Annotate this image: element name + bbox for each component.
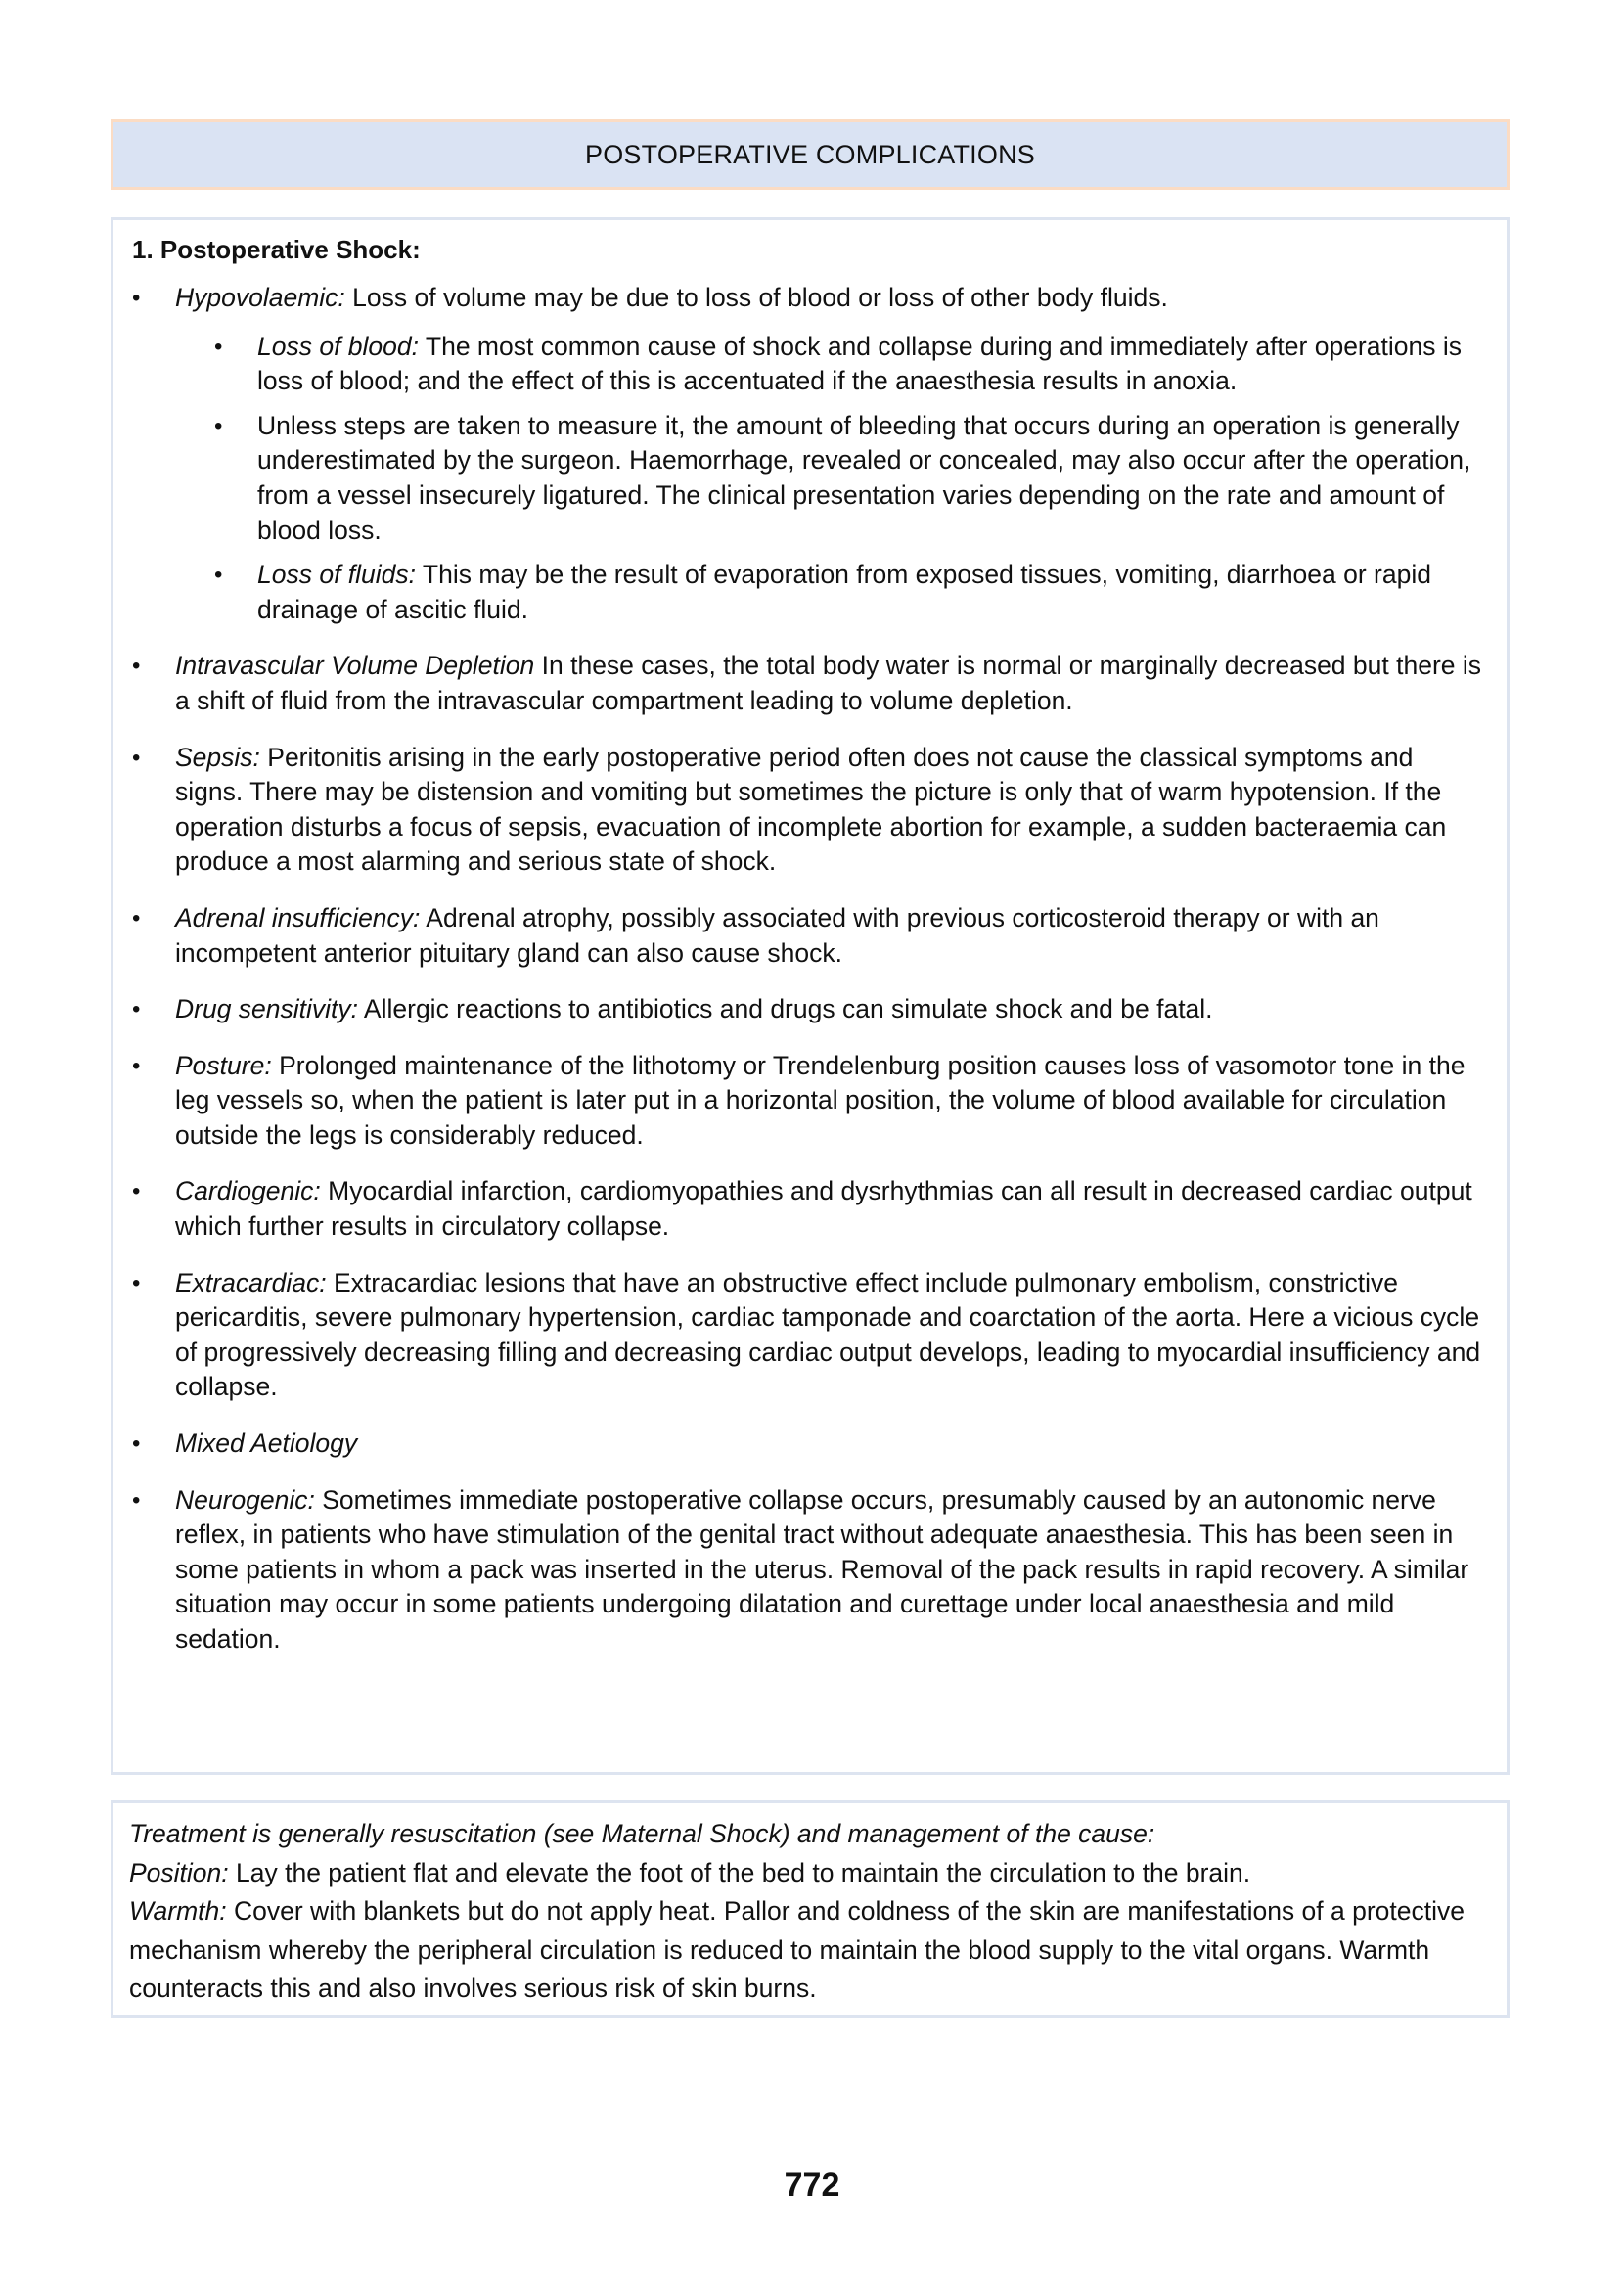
list-item [132,901,1485,971]
list-item-term: Extracardiac: [175,1267,327,1297]
treatment-box [111,1800,1510,2018]
page-title: POSTOPERATIVE COMPLICATIONS [585,139,1035,169]
list-item-text: Extracardiac lesions that have an obstructive effect include pulmonary embolism, constrictive pericarditis, severe pulmonary hypertension, cardiac tamponade and coarctation of the aorta. Here a vicious cycle of progressively decreasing filling and decreasing cardiac output develops, leading to myocardial insufficiency and collapse. [175,1267,1481,1402]
treatment-intro: Treatment is generally resuscitation (see Maternal Shock) and management of the cause: [129,1819,1155,1848]
list-item-term: Posture: [175,1050,272,1080]
list-item [132,1174,1485,1244]
sub-list-item-text: Unless steps are taken to measure it, the amount of bleeding that occurs during an operation is generally underestimated by the surgeon. Haemorrhage, revealed or concealed, may also occur after the operation, from a vessel insecurely ligatured. The clinical presentation varies depending on the rate and amount of blood loss. [257,410,1471,545]
list-item-term: Neurogenic: [175,1484,315,1515]
hypovolaemic-sublist [175,330,1485,628]
list-item-text: Peritonitis arising in the early postoperative period often does not cause the classical symptoms and signs. There may be distension and vomiting but sometimes the picture is only that of warm hypotension. If the operation disturbs a focus of sepsis, evacuation of incomplete abortion for example, a sudden bacteraemia can produce a most alarming and serious state of shock. [175,742,1447,877]
section-heading: 1. Postoperative Shock: [132,235,421,264]
list-item-term: Mixed Aetiology [175,1429,358,1459]
list-item-text: Loss of volume may be due to loss of blood or loss of other body fluids. [344,283,1168,312]
list-item-term: Sepsis: [175,742,260,772]
list-item-text: Prolonged maintenance of the lithotomy or Trendelenburg position causes loss of vasomotor tone in the leg vessels so, when the patient is later put in a horizontal position, the volume of blood available for circulation outside the legs is considerably reduced. [175,1050,1466,1150]
sub-list-item-text: This may be the result of evaporation from exposed tissues, vomiting, diarrhoea or rapid drainage of ascitic fluid. [257,560,1431,624]
list-item-text: Sometimes immediate postoperative collapse occurs, presumably caused by an autonomic nerve reflex, in patients who have stimulation of the genital tract without adequate anaesthesia. This has been seen in some patients in whom a pack was inserted in the uterus. Removal of the pack results in rapid recovery. A similar situation may occur in some patients undergoing dilatation and curettage under local anaesthesia and mild sedation. [175,1484,1469,1654]
sub-list-item [175,409,1485,548]
list-item-text: In these cases, the total body water is normal or marginally decreased but there is a shift of fluid from the intravascular compartment leading to volume depletion. [175,651,1482,715]
list-item [132,741,1485,880]
shock-causes-list [132,281,1485,1657]
list-item [132,1427,1485,1462]
postoperative-shock-section [111,217,1510,1775]
list-item [132,649,1485,718]
warmth-text: Cover with blankets but do not apply heat. Pallor and coldness of the skin are manifestations of a protective mechanism whereby the peripheral circulation is reduced to maintain the blood supply to the vital organs. Warmth counteracts this and also involves serious risk of skin burns. [129,1896,1466,2003]
list-item-term: Drug sensitivity: [175,994,359,1024]
list-item [132,992,1485,1027]
page-title-banner [111,119,1510,190]
sub-list-item [175,558,1485,627]
position-text: Lay the patient flat and elevate the foot of the bed to maintain the circulation to the brain. [228,1857,1251,1887]
sub-list-item-term: Loss of blood: [257,331,420,361]
position-term: Position: [129,1857,229,1887]
list-item-term: Cardiogenic: [175,1176,321,1206]
list-item-text: Allergic reactions to antibiotics and drugs can simulate shock and be fatal. [358,994,1213,1024]
list-item-term: Hypovolaemic: [175,283,345,312]
sub-list-item [175,330,1485,399]
list-item [132,281,1485,627]
list-item [132,1049,1485,1154]
sub-list-item-text: The most common cause of shock and collapse during and immediately after operations is loss of blood; and the effect of this is accentuated if the anaesthesia results in anoxia. [257,331,1462,396]
sub-list-item-term: Loss of fluids: [257,560,417,590]
warmth-term: Warmth: [129,1896,227,1926]
list-item-text: Myocardial infarction, cardiomyopathies and dysrhythmias can all result in decreased cardiac output which further results in circulatory collapse. [175,1176,1472,1242]
list-item-term: Intravascular Volume Depletion [175,651,535,681]
list-item [132,1483,1485,1657]
page-number: 772 [784,2166,840,2203]
list-item [132,1266,1485,1405]
list-item-term: Adrenal insufficiency: [175,902,421,932]
list-item-text: Adrenal atrophy, possibly associated with previous corticosteroid therapy or with an incompetent anterior pituitary gland can also cause shock. [175,902,1379,968]
